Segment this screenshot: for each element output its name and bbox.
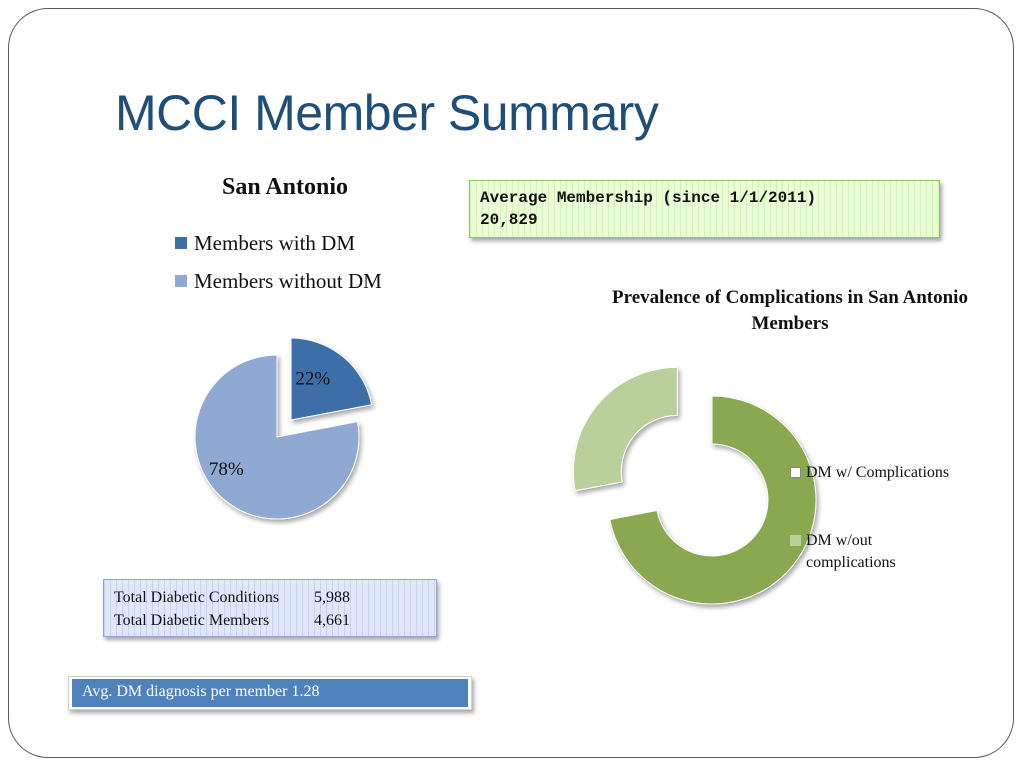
- legend-label-complications: DM w/ Complications: [806, 464, 950, 481]
- donut-chart-title: Prevalence of Complications in San Antonio Members: [612, 287, 968, 334]
- legend-label-no-complications: DM w/out complications: [806, 532, 896, 571]
- pie-label-no-dm: 78%: [208, 459, 244, 481]
- stat-label-members: Total Diabetic Members: [114, 612, 270, 629]
- average-membership-label: Average Membership (since 1/1/2011): [480, 189, 817, 207]
- legend-label-no-dm: Members without DM: [194, 268, 382, 293]
- slide-title: MCCI Member Summary: [115, 85, 659, 141]
- average-membership-value: 20,829: [480, 211, 538, 229]
- avg-diagnosis-text: Avg. DM diagnosis per member 1.28: [72, 679, 468, 707]
- pie-chart: [195, 338, 372, 519]
- legend-label-dm: Members with DM: [194, 230, 355, 255]
- stat-row-conditions: [114, 586, 426, 609]
- stat-value-conditions: 5,988: [314, 589, 350, 606]
- legend-swatch-no-complications: [790, 535, 801, 546]
- stat-row-members: [114, 609, 426, 632]
- donut-chart: [573, 367, 816, 604]
- pie-label-dm: 22%: [295, 368, 331, 390]
- stat-value-members: 4,661: [314, 612, 350, 629]
- legend-item-dm-with-complications: [790, 462, 980, 484]
- legend-item-dm-without-complications: [790, 530, 920, 574]
- donut-slice-dm-without-complications: [573, 367, 677, 490]
- stat-label-conditions: Total Diabetic Conditions: [114, 589, 280, 606]
- pie-chart-title: San Antonio: [221, 174, 349, 200]
- diabetic-totals-box: [103, 579, 437, 637]
- legend-swatch-complications: [790, 467, 801, 478]
- avg-diagnosis-box: [68, 676, 472, 710]
